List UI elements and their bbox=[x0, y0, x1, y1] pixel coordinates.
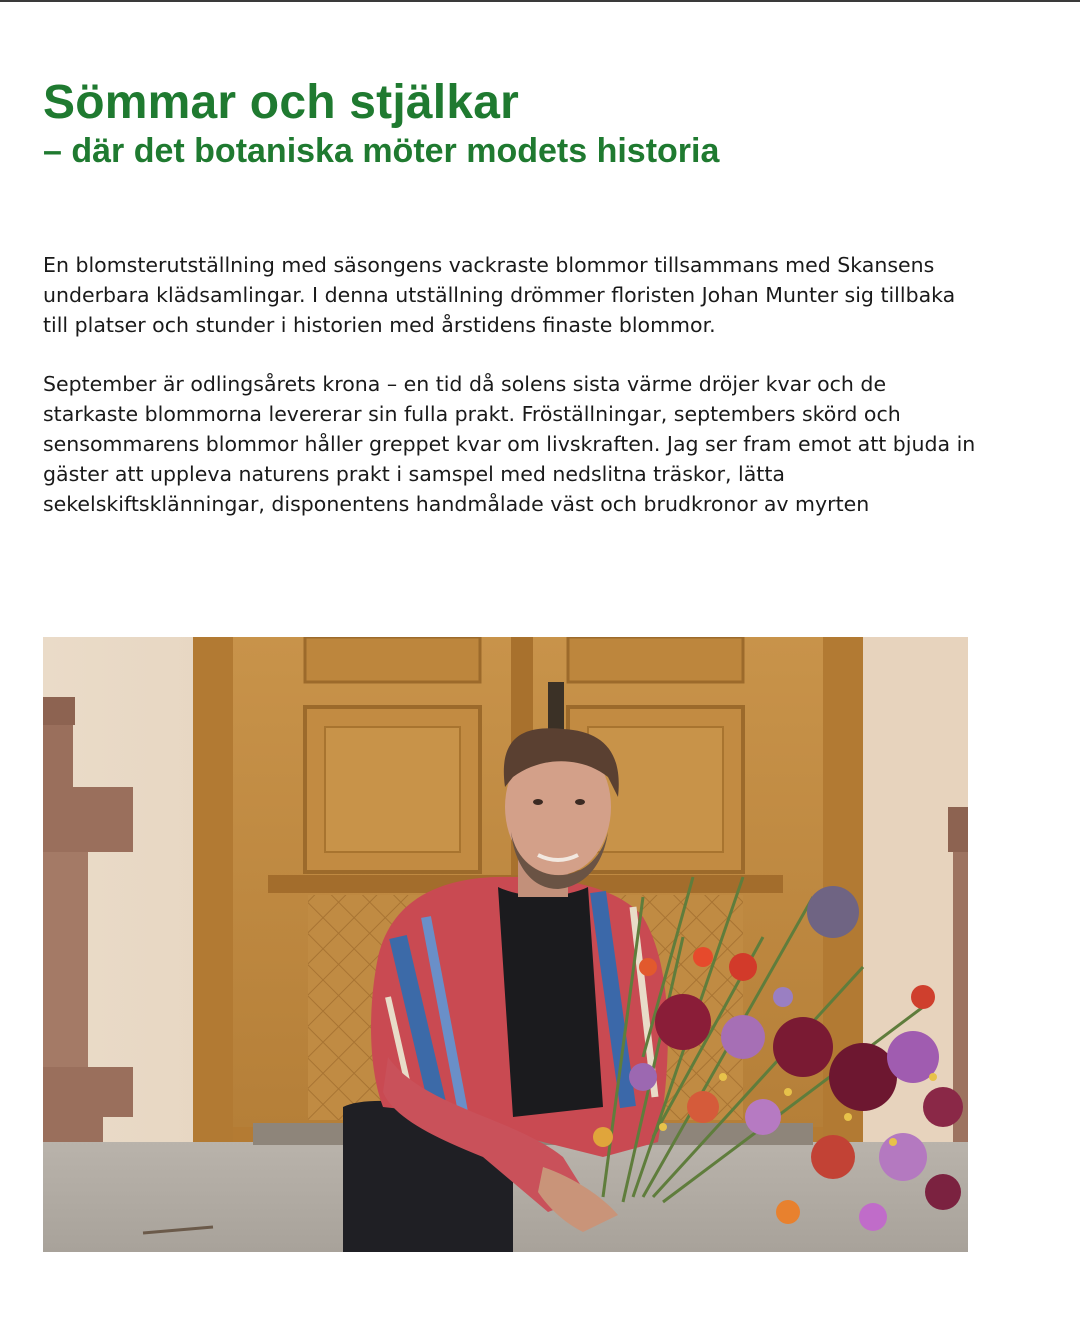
florist-photo bbox=[43, 637, 968, 1252]
top-divider bbox=[0, 0, 1080, 2]
florist-portrait-illustration bbox=[43, 637, 968, 1252]
page-headline bbox=[43, 76, 719, 172]
intro-paragraph-2: September är odlingsårets krona – en tid då solens sista värme dröjer kvar och de starkaste blommorna levererar sin fulla prakt. Fröställningar, septembers skörd och sensommarens blommor håller greppet kvar om livskraften. Jag ser fram emot att bjuda in gäster att uppleva naturens prakt i samspel med nedslitna träskor, lätta sekelskiftsklänningar, disponentens handmålade väst och brudkronor av myrten bbox=[43, 372, 976, 516]
page-title: Sömmar och stjälkar bbox=[43, 76, 519, 129]
page-subtitle: – där det botaniska möter modets historia bbox=[43, 132, 720, 170]
intro-paragraph-1: En blomsterutställning med säsongens vackraste blommor tillsammans med Skansens underbara klädsamlingar. I denna utställning drömmer floristen Johan Munter sig tillbaka till platser och stunder i historien med årstidens finaste blommor. bbox=[43, 253, 956, 337]
